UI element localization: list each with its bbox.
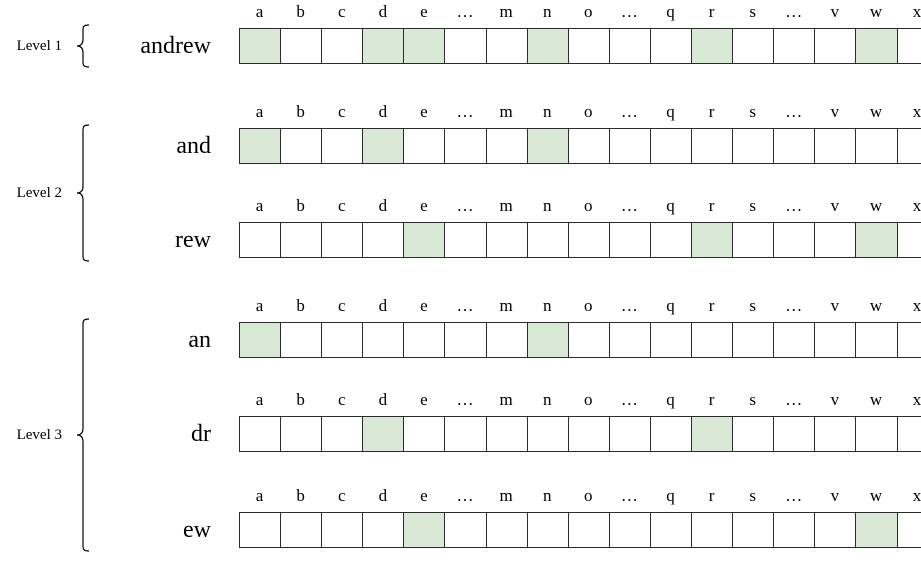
column-header-label: a <box>255 390 264 409</box>
column-header-label: o <box>584 102 593 121</box>
bit-cell-set <box>240 129 281 163</box>
bit-cell-strip <box>239 416 921 452</box>
column-header-label: m <box>499 2 513 21</box>
bit-cell-empty <box>445 223 486 257</box>
column-header-label: n <box>542 390 552 409</box>
row-word-label: and <box>176 133 211 159</box>
column-header-label: s <box>749 296 756 315</box>
column-header-label: q <box>666 2 675 21</box>
bit-cell-empty <box>528 513 569 547</box>
column-header-label: a <box>255 296 264 315</box>
column-header-label: … <box>456 296 474 315</box>
bit-cell-set <box>404 513 445 547</box>
bit-cell-empty <box>404 417 445 451</box>
row-word-label: rew <box>175 227 211 253</box>
column-header-label: n <box>542 102 552 121</box>
bit-cell-set <box>856 29 897 63</box>
column-header-label: x <box>912 102 921 121</box>
bit-cell-empty <box>610 513 651 547</box>
column-header-label: q <box>666 296 675 315</box>
bit-cell-empty <box>815 29 856 63</box>
bit-cell-empty <box>733 417 774 451</box>
bit-cell-empty <box>856 129 897 163</box>
column-header-label: … <box>456 486 474 505</box>
column-header-label: v <box>830 486 840 505</box>
bit-cell-empty <box>733 29 774 63</box>
bit-cell-empty <box>898 417 921 451</box>
column-header-label: s <box>749 390 756 409</box>
bit-cell-empty <box>692 129 733 163</box>
bit-cell-empty <box>569 129 610 163</box>
bit-cell-empty <box>322 223 363 257</box>
bit-cell-empty <box>774 417 815 451</box>
bit-cell-empty <box>774 323 815 357</box>
bit-cell-empty <box>528 223 569 257</box>
bit-cell-empty <box>610 323 651 357</box>
column-header-label: n <box>542 486 552 505</box>
bit-cell-empty <box>528 417 569 451</box>
bit-cell-set <box>692 29 733 63</box>
column-header-label: r <box>708 196 715 215</box>
bit-cell-empty <box>240 513 281 547</box>
column-header-label: q <box>666 486 675 505</box>
bit-cell-empty <box>281 513 322 547</box>
bit-cell-empty <box>733 129 774 163</box>
bit-cell-empty <box>610 129 651 163</box>
bit-cell-empty <box>774 223 815 257</box>
bit-cell-empty <box>322 129 363 163</box>
bit-cell-empty <box>569 323 610 357</box>
bit-cell-empty <box>445 29 486 63</box>
bit-cell-set <box>404 29 445 63</box>
column-header-label: e <box>420 196 428 215</box>
bit-cell-empty <box>651 29 692 63</box>
bit-cell-empty <box>815 129 856 163</box>
bit-cell-empty <box>445 513 486 547</box>
level-label: Level 1 <box>16 37 62 54</box>
bit-cell-empty <box>322 29 363 63</box>
column-header-label: m <box>499 486 513 505</box>
bit-cell-empty <box>445 417 486 451</box>
bit-cell-empty <box>898 223 921 257</box>
bit-cell-set <box>692 417 733 451</box>
bit-cell-empty <box>363 223 404 257</box>
bit-cell-strip <box>239 28 921 64</box>
bit-cell-empty <box>569 513 610 547</box>
level-brace-icon <box>74 318 92 552</box>
column-header-label: v <box>830 296 840 315</box>
column-header-label: q <box>666 102 675 121</box>
column-header-label: m <box>499 296 513 315</box>
bit-cell-empty <box>815 417 856 451</box>
column-header-label: x <box>912 196 921 215</box>
column-header-label: d <box>378 486 388 505</box>
bit-cell-set <box>404 223 445 257</box>
bit-cell-empty <box>774 29 815 63</box>
column-header-label: s <box>749 196 756 215</box>
bit-cell-empty <box>733 513 774 547</box>
row-word-label: dr <box>191 421 211 447</box>
column-header-label: n <box>542 296 552 315</box>
column-header-label: a <box>255 486 264 505</box>
bit-cell-set <box>856 223 897 257</box>
column-header-label: … <box>785 390 803 409</box>
column-header-row <box>239 102 921 122</box>
bit-cell-empty <box>898 29 921 63</box>
bit-cell-empty <box>404 323 445 357</box>
level-brace-icon <box>74 124 92 262</box>
bit-cell-empty <box>487 223 528 257</box>
bit-cell-set <box>856 513 897 547</box>
column-header-label: q <box>666 390 675 409</box>
bit-cell-empty <box>651 323 692 357</box>
column-header-label: b <box>296 296 305 315</box>
bit-cell-empty <box>856 417 897 451</box>
bit-cell-empty <box>692 513 733 547</box>
column-header-label: … <box>785 196 803 215</box>
bit-cell-empty <box>404 129 445 163</box>
bit-cell-strip <box>239 512 921 548</box>
bit-cell-empty <box>569 223 610 257</box>
bit-cell-empty <box>487 417 528 451</box>
bit-cell-empty <box>774 513 815 547</box>
level-group <box>0 32 68 60</box>
column-header-label: c <box>337 296 346 315</box>
bit-cell-empty <box>898 323 921 357</box>
column-header-label: w <box>869 102 883 121</box>
column-header-label: w <box>869 296 883 315</box>
column-header-label: … <box>620 2 638 21</box>
column-header-label: e <box>420 486 428 505</box>
column-header-label: b <box>296 2 305 21</box>
bit-cell-empty <box>281 223 322 257</box>
column-header-label: d <box>378 196 388 215</box>
bit-cell-strip <box>239 322 921 358</box>
bit-cell-empty <box>733 223 774 257</box>
column-header-label: … <box>620 390 638 409</box>
level-label: Level 2 <box>16 184 62 201</box>
column-header-label: a <box>255 102 264 121</box>
bit-cell-set <box>528 129 569 163</box>
column-header-label: c <box>337 486 346 505</box>
bit-cell-set <box>528 323 569 357</box>
column-header-label: n <box>542 2 552 21</box>
bit-cell-empty <box>322 417 363 451</box>
column-header-label: w <box>869 196 883 215</box>
row-word-label: ew <box>183 517 211 543</box>
column-header-label: c <box>337 102 346 121</box>
bit-cell-empty <box>281 323 322 357</box>
bit-cell-empty <box>487 29 528 63</box>
column-header-label: w <box>869 486 883 505</box>
bit-cell-empty <box>815 323 856 357</box>
column-header-label: m <box>499 196 513 215</box>
bit-cell-empty <box>281 417 322 451</box>
column-header-label: … <box>785 2 803 21</box>
column-header-label: c <box>337 2 346 21</box>
level-label: Level 3 <box>16 426 62 443</box>
column-header-label: q <box>666 196 675 215</box>
bit-cell-empty <box>240 417 281 451</box>
column-header-label: w <box>869 390 883 409</box>
column-header-label: a <box>255 2 264 21</box>
column-header-label: e <box>420 2 428 21</box>
column-header-label: m <box>499 102 513 121</box>
bit-cell-empty <box>445 323 486 357</box>
column-header-label: b <box>296 486 305 505</box>
column-header-label: o <box>584 196 593 215</box>
bit-cell-empty <box>651 129 692 163</box>
column-header-label: b <box>296 196 305 215</box>
bit-cell-set <box>692 223 733 257</box>
bit-cell-empty <box>774 129 815 163</box>
bit-cell-set <box>240 323 281 357</box>
column-header-label: c <box>337 196 346 215</box>
column-header-label: v <box>830 390 840 409</box>
column-header-label: o <box>584 486 593 505</box>
bit-cell-empty <box>487 513 528 547</box>
bit-cell-strip <box>239 128 921 164</box>
column-header-label: d <box>378 102 388 121</box>
bit-cell-empty <box>856 323 897 357</box>
bit-cell-empty <box>815 513 856 547</box>
bit-cell-set <box>240 29 281 63</box>
level-group <box>0 421 68 449</box>
column-header-label: s <box>749 486 756 505</box>
bit-cell-set <box>363 29 404 63</box>
bit-cell-empty <box>651 417 692 451</box>
column-header-label: a <box>255 196 264 215</box>
column-header-label: … <box>620 102 638 121</box>
bit-cell-empty <box>363 513 404 547</box>
column-header-label: x <box>912 486 921 505</box>
column-header-label: d <box>378 2 388 21</box>
bit-cell-empty <box>610 417 651 451</box>
bit-cell-empty <box>651 223 692 257</box>
bit-cell-empty <box>569 29 610 63</box>
column-header-label: … <box>785 296 803 315</box>
column-header-label: o <box>584 296 593 315</box>
column-header-label: d <box>378 296 388 315</box>
column-header-label: … <box>456 102 474 121</box>
column-header-row <box>239 390 921 410</box>
column-header-label: … <box>456 196 474 215</box>
column-header-row <box>239 296 921 316</box>
bit-cell-empty <box>445 129 486 163</box>
bit-cell-empty <box>815 223 856 257</box>
column-header-label: … <box>456 390 474 409</box>
column-header-label: r <box>708 486 715 505</box>
column-header-label: o <box>584 390 593 409</box>
column-header-label: b <box>296 390 305 409</box>
bit-cell-empty <box>487 129 528 163</box>
column-header-label: v <box>830 196 840 215</box>
column-header-label: x <box>912 390 921 409</box>
bit-cell-empty <box>610 223 651 257</box>
bit-cell-empty <box>569 417 610 451</box>
bit-cell-set <box>363 417 404 451</box>
bit-cell-empty <box>363 323 404 357</box>
column-header-row <box>239 2 921 22</box>
column-header-label: m <box>499 390 513 409</box>
bit-cell-set <box>528 29 569 63</box>
bit-cell-empty <box>322 323 363 357</box>
level-group <box>0 179 68 207</box>
column-header-label: x <box>912 296 921 315</box>
column-header-label: r <box>708 2 715 21</box>
bit-cell-empty <box>281 129 322 163</box>
column-header-label: s <box>749 102 756 121</box>
bit-cell-empty <box>733 323 774 357</box>
column-header-label: x <box>912 2 921 21</box>
column-header-label: r <box>708 390 715 409</box>
bit-cell-strip <box>239 222 921 258</box>
column-header-label: c <box>337 390 346 409</box>
column-header-label: v <box>830 2 840 21</box>
bit-cell-empty <box>240 223 281 257</box>
column-header-label: … <box>620 196 638 215</box>
bit-cell-empty <box>651 513 692 547</box>
bit-cell-empty <box>610 29 651 63</box>
column-header-label: … <box>456 2 474 21</box>
column-header-label: w <box>869 2 883 21</box>
column-header-label: o <box>584 2 593 21</box>
column-header-label: … <box>785 486 803 505</box>
bit-cell-empty <box>322 513 363 547</box>
row-word-label: andrew <box>140 33 211 59</box>
column-header-label: s <box>749 2 756 21</box>
column-header-label: d <box>378 390 388 409</box>
column-header-label: e <box>420 102 428 121</box>
column-header-label: e <box>420 296 428 315</box>
bit-cell-empty <box>898 129 921 163</box>
bit-cell-empty <box>281 29 322 63</box>
column-header-label: … <box>785 102 803 121</box>
level-brace-icon <box>74 24 92 68</box>
bit-cell-set <box>363 129 404 163</box>
column-header-row <box>239 196 921 216</box>
row-word-label: an <box>188 327 211 353</box>
column-header-label: n <box>542 196 552 215</box>
column-header-label: r <box>708 102 715 121</box>
bit-cell-empty <box>898 513 921 547</box>
column-header-label: v <box>830 102 840 121</box>
column-header-label: r <box>708 296 715 315</box>
bit-cell-empty <box>487 323 528 357</box>
column-header-label: … <box>620 296 638 315</box>
column-header-label: b <box>296 102 305 121</box>
column-header-row <box>239 486 921 506</box>
column-header-label: e <box>420 390 428 409</box>
bit-cell-empty <box>692 323 733 357</box>
column-header-label: … <box>620 486 638 505</box>
